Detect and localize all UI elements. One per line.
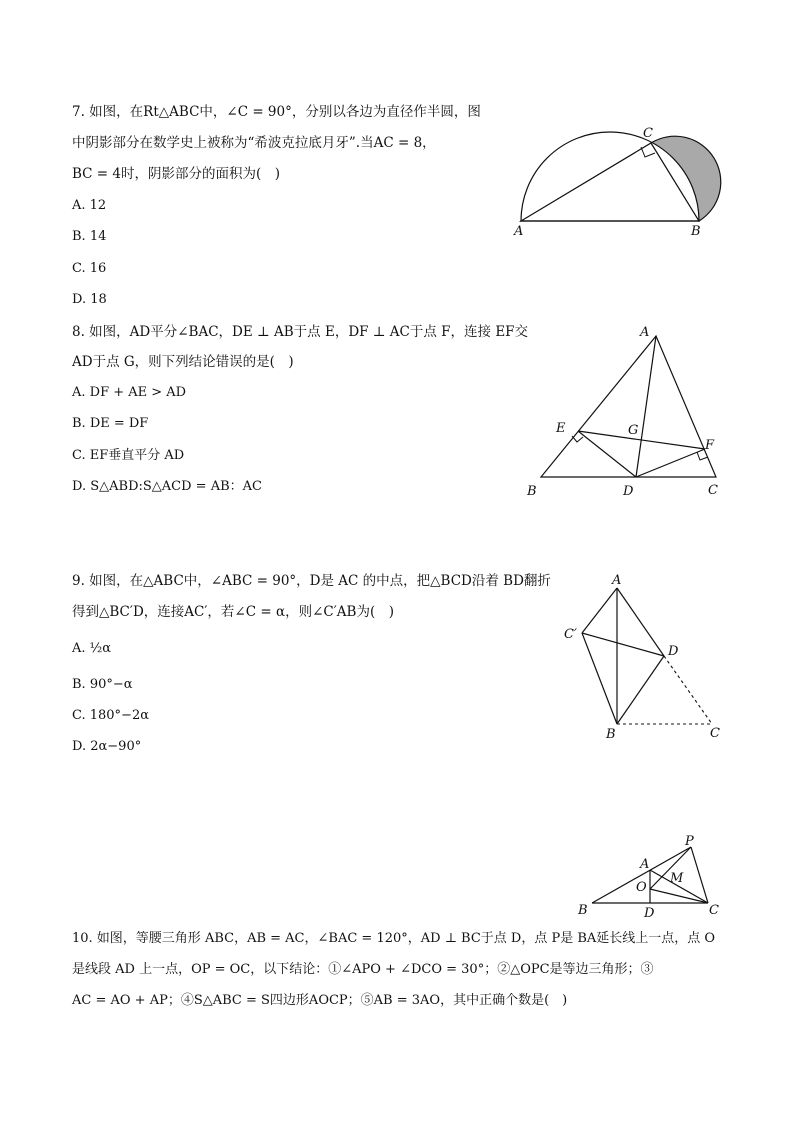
q8-label-a: A bbox=[640, 325, 650, 340]
q9-label-a: A bbox=[612, 573, 622, 588]
q10-label-a: A bbox=[640, 857, 650, 872]
q9-label-c-prime: C′ bbox=[564, 627, 577, 642]
q10-label-b: B bbox=[578, 903, 588, 918]
q7-line-1: 7. 如图，在Rt△ABC中，∠C = 90°，分别以各边为直径作半圆，图 bbox=[72, 104, 481, 120]
q9-option-c: C. 180°−2α bbox=[72, 708, 150, 723]
q8-label-g: G bbox=[628, 423, 639, 438]
q8-label-e: E bbox=[556, 421, 566, 436]
q9-label-b: B bbox=[606, 727, 616, 742]
q8-line-2: AD于点 G，则下列结论错误的是( ) bbox=[72, 354, 294, 370]
q10-line-3: AC = AO + AP；④S△ABC = S四边形AOCP；⑤AB = 3AO，其中正确个数是( ) bbox=[72, 993, 568, 1008]
q9-line-1: 9. 如图，在△ABC中，∠ABC = 90°，D是 AC 的中点，把△BCD沿着 BD翻折 bbox=[72, 573, 551, 589]
q10-label-d: D bbox=[644, 906, 655, 920]
q8-line-1: 8. 如图，AD平分∠BAC，DE ⊥ AB于点 E，DF ⊥ AC于点 F，连接 EF交 bbox=[72, 324, 529, 340]
q7-label-a: A bbox=[514, 224, 524, 239]
q8-option-d: D. S△ABD:S△ACD = AB：AC bbox=[72, 479, 262, 494]
q10-line-1: 10. 如图，等腰三角形 ABC，AB = AC，∠BAC = 120°，AD ⊥ BC于点 D，点 P是 BA延长线上一点，点 O bbox=[72, 931, 716, 946]
q9-option-a: A. ½α bbox=[72, 641, 112, 656]
q7-option-b: B. 14 bbox=[72, 229, 107, 244]
q8-option-a: A. DF + AE > AD bbox=[72, 385, 187, 400]
q8-label-f: F bbox=[705, 438, 715, 453]
q8-triangle-figure bbox=[520, 320, 730, 505]
q8-label-b: B bbox=[527, 484, 537, 499]
q10-label-o: O bbox=[636, 880, 647, 895]
q9-segment-ac1 bbox=[582, 588, 617, 633]
q9-segment-c1d bbox=[582, 633, 664, 656]
q10-line-2: 是线段 AD 上一点，OP = OC，以下结论：①∠APO + ∠DCO = 30°；②△OPC是等边三角形；③ bbox=[72, 962, 654, 977]
q8-option-b: B. DE = DF bbox=[72, 416, 149, 431]
q7-line-2: 中阴影部分在数学史上被称为“希波克拉底月牙”.当AC = 8， bbox=[72, 135, 436, 151]
q10-label-c: C bbox=[709, 903, 719, 918]
q10-label-m: M bbox=[670, 871, 684, 886]
q8-option-c: C. EF垂直平分 AD bbox=[72, 448, 185, 463]
q7-lune-figure bbox=[500, 100, 730, 240]
q8-triangle-abc bbox=[541, 336, 716, 477]
q7-line-3: BC = 4时，阴影部分的面积为( ) bbox=[72, 166, 281, 182]
q9-option-b: B. 90°−α bbox=[72, 677, 133, 692]
q7-option-a: A. 12 bbox=[72, 198, 107, 213]
q9-dashed-dc bbox=[664, 656, 712, 724]
q9-line-2: 得到△BC′D，连接AC′，若∠C = α，则∠C′AB为( ) bbox=[72, 604, 394, 620]
q7-option-c: C. 16 bbox=[72, 261, 107, 276]
q9-segment-c1b bbox=[582, 633, 617, 724]
q7-option-d: D. 18 bbox=[72, 292, 107, 307]
q7-label-b: B bbox=[691, 224, 701, 239]
q9-segment-ad bbox=[617, 588, 664, 656]
q10-segment-oc bbox=[650, 889, 708, 903]
q7-label-c: C bbox=[643, 126, 653, 141]
q9-label-c: C bbox=[710, 726, 720, 741]
q8-segment-df bbox=[636, 449, 705, 477]
q9-fold-figure bbox=[555, 570, 730, 745]
q8-label-d: D bbox=[623, 484, 634, 499]
q9-segment-bd bbox=[617, 656, 664, 724]
q10-figure bbox=[570, 830, 730, 920]
q9-label-d: D bbox=[668, 644, 679, 659]
q9-option-d: D. 2α−90° bbox=[72, 739, 142, 754]
q8-label-c: C bbox=[708, 483, 718, 498]
q10-label-p: P bbox=[685, 834, 694, 849]
